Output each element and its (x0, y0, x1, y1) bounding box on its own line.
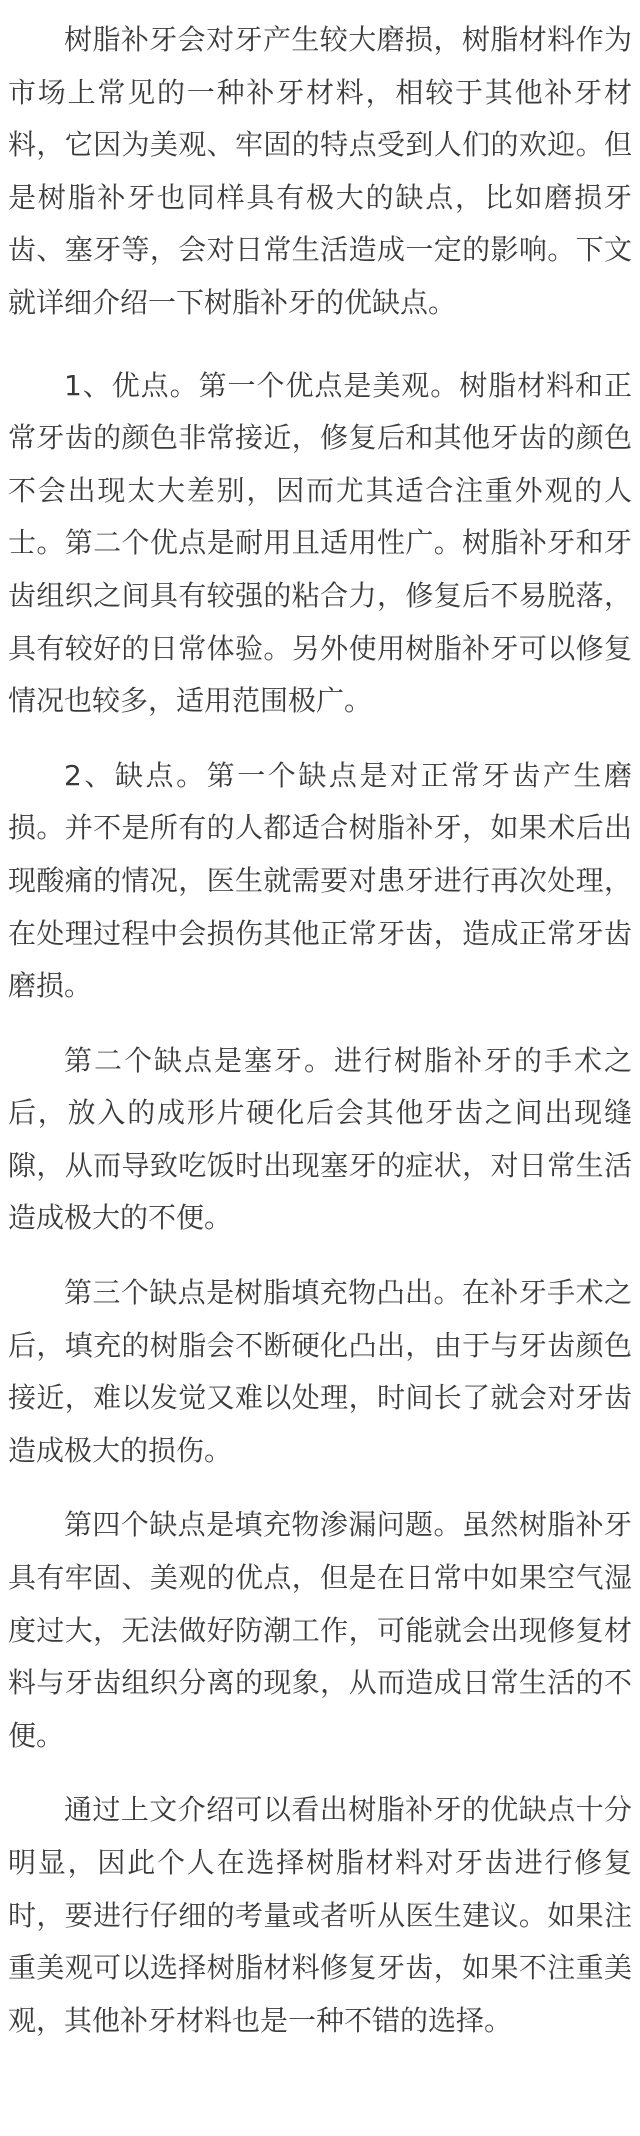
paragraph-advantages: 1、优点。第一个优点是美观。树脂材料和正常牙齿的颜色非常接近，修复后和其他牙齿的颜色不会出现太大差别，因而尤其适合注重外观的人士。第二个优点是耐用且适用性广。树脂补牙和牙齿组织之间具有较强的粘合力，修复后不易脱落，具有较好的日常体验。另外使用树脂补牙可以修复情况也较多，适用范围极广。 (8, 368, 632, 718)
paragraph-fourth-disadvantage: 第四个缺点是填充物渗漏问题。虽然树脂补牙具有牢固、美观的优点，但是在日常中如果空气湿度过大，无法做好防潮工作，可能就会出现修复材料与牙齿组织分离的现象，从而造成日常生活的不便。 (8, 1508, 632, 1752)
paragraph-third-disadvantage: 第三个缺点是树脂填充物凸出。在补牙手术之后，填充的树脂会不断硬化凸出，由于与牙齿颜色接近，难以发觉又难以处理，时间长了就会对牙齿造成极大的损伤。 (8, 1276, 632, 1467)
paragraph-second-disadvantage: 第二个缺点是塞牙。进行树脂补牙的手术之后，放入的成形片硬化后会其他牙齿之间出现缝隙，从而导致吃饭时出现塞牙的症状，对日常生活造成极大的不便。 (8, 1043, 632, 1235)
paragraph-intro: 树脂补牙会对牙产生较大磨损，树脂材料作为市场上常见的一种补牙材料，相较于其他补牙材料，它因为美观、牢固的特点受到人们的欢迎。但是树脂补牙也同样具有极大的缺点，比如磨损牙齿、塞牙等，会对日常生活造成一定的影响。下文就详细介绍一下树脂补牙的优缺点。 (8, 23, 632, 319)
paragraph-conclusion: 通过上文介绍可以看出树脂补牙的优缺点十分明显，因此个人在选择树脂材料对牙齿进行修复时，要进行仔细的考量或者听从医生建议。如果注重美观可以选择树脂材料修复牙齿，如果不注重美观，其他补牙材料也是一种不错的选择。 (8, 1793, 632, 2037)
paragraph-disadvantages: 2、缺点。第一个缺点是对正常牙齿产生磨损。并不是所有的人都适合树脂补牙，如果术后出现酸痛的情况，医生就需要对患牙进行再次处理，在处理过程中会损伤其他正常牙齿，造成正常牙齿磨损。 (8, 758, 632, 1003)
